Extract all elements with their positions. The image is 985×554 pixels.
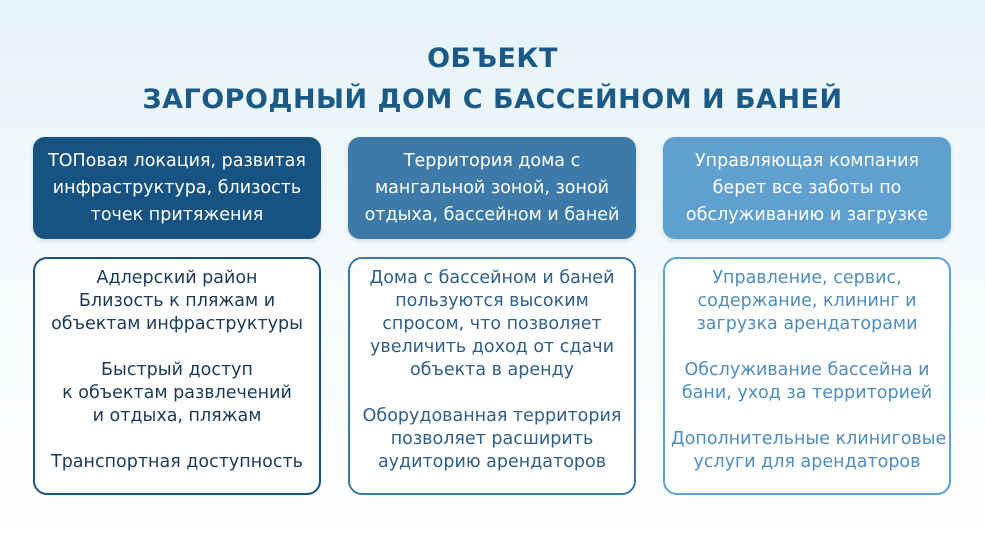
detail-line: Дополнительные клиниговые — [671, 429, 947, 449]
header-line: отдыха, бассейном и баней — [364, 204, 620, 225]
header-text — [48, 148, 306, 229]
management-header-card — [663, 137, 951, 239]
title-line-1: ОБЪЕКТ — [427, 43, 558, 74]
detail-line: услуги для арендаторов — [693, 452, 921, 472]
header-line: Управляющая компания — [695, 150, 919, 171]
detail-line: Управление, сервис, — [712, 268, 902, 288]
page-title — [0, 38, 985, 120]
detail-line: Оборудованная территория — [362, 406, 622, 426]
detail-line: к объектам развлечений — [62, 383, 292, 403]
management-details-card — [663, 257, 951, 495]
header-line: берет все заботы по — [712, 177, 902, 198]
detail-paragraph — [41, 451, 313, 474]
detail-line: и отдыха, пляжам — [92, 406, 262, 426]
detail-line: пользуются высоким — [395, 291, 589, 311]
detail-paragraph — [356, 267, 628, 382]
detail-line: позволяет расширить — [390, 429, 594, 449]
detail-paragraph — [41, 359, 313, 428]
territory-details-card — [348, 257, 636, 495]
header-line: Территория дома с — [403, 150, 581, 171]
header-line: ТОПовая локация, развитая — [48, 150, 306, 171]
territory-header-card — [348, 137, 636, 239]
detail-line: Быстрый доступ — [101, 360, 253, 380]
location-details-card — [33, 257, 321, 495]
detail-paragraph — [41, 267, 313, 336]
detail-line: объектам инфраструктуры — [51, 314, 303, 334]
detail-line: Дома с бассейном и баней — [369, 268, 615, 288]
detail-paragraph — [671, 428, 947, 474]
detail-paragraph — [671, 359, 943, 405]
header-line: инфраструктура, близость — [52, 177, 302, 198]
detail-paragraph — [356, 405, 628, 474]
detail-line: Близость к пляжам и — [78, 291, 276, 311]
detail-line: загрузка арендаторами — [696, 314, 918, 334]
detail-line: Адлерский район — [96, 268, 258, 288]
title-line-2: ЗАГОРОДНЫЙ ДОМ С БАССЕЙНОМ И БАНЕЙ — [142, 84, 843, 115]
detail-line: объекта в аренду — [409, 360, 575, 380]
detail-line: увеличить доход от сдачи — [370, 337, 614, 357]
header-text — [365, 148, 620, 229]
detail-line: аудиторию арендаторов — [377, 452, 607, 472]
header-line: мангальной зоной, зоной — [374, 177, 610, 198]
detail-line: бани, уход за территорией — [681, 383, 933, 403]
detail-line: Транспортная доступность — [51, 452, 303, 472]
header-text — [686, 148, 928, 229]
header-line: обслуживанию и загрузке — [685, 204, 929, 225]
detail-paragraph — [671, 267, 943, 336]
detail-line: содержание, клининг и — [697, 291, 917, 311]
header-line: точек притяжения — [90, 204, 264, 225]
detail-line: спросом, что позволяет — [382, 314, 602, 334]
location-header-card — [33, 137, 321, 239]
detail-line: Обслуживание бассейна и — [684, 360, 930, 380]
